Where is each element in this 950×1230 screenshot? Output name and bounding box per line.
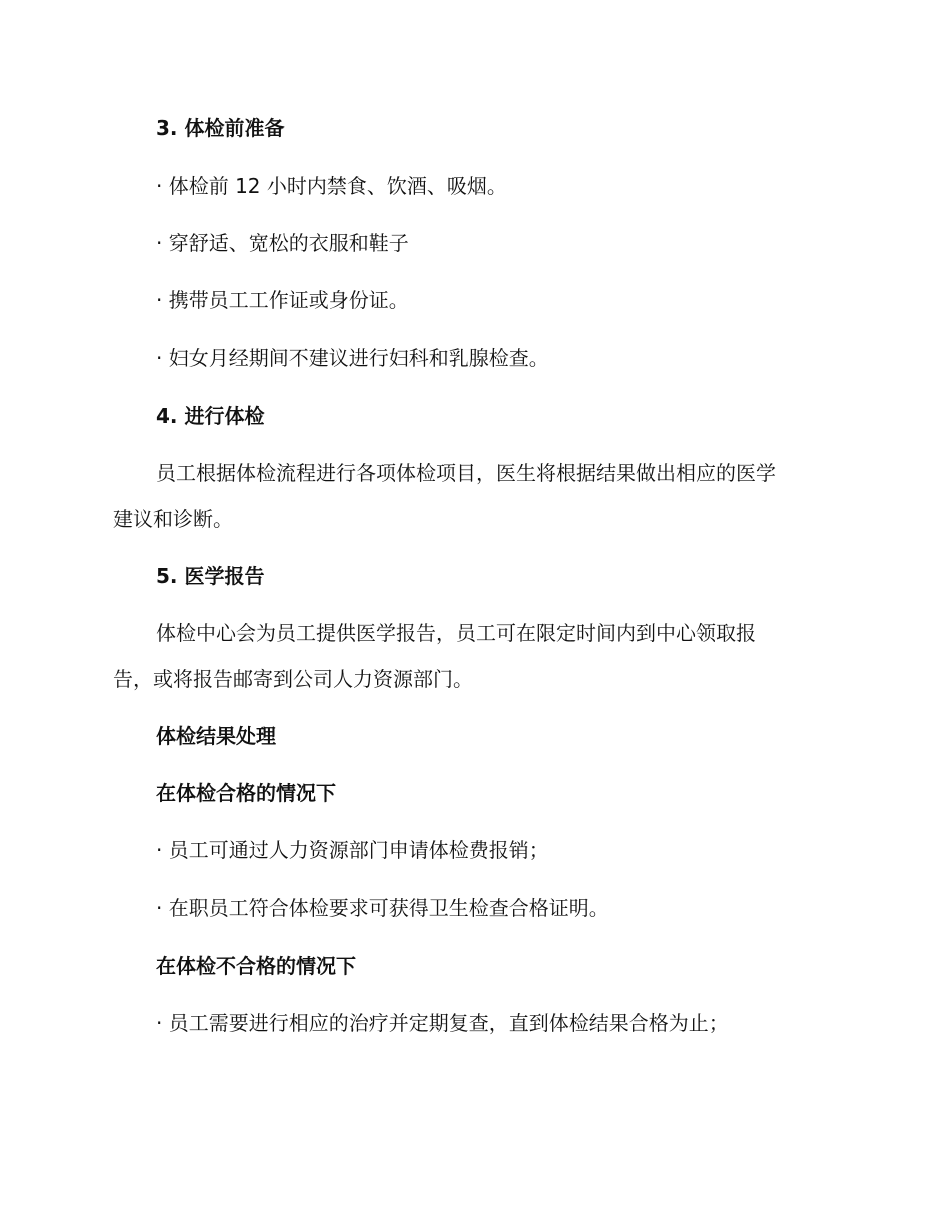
section-3-heading: 3. 体检前准备 xyxy=(156,116,285,140)
paragraph-line: 告，或将报告邮寄到公司人力资源部门。 xyxy=(113,667,473,691)
paragraph-line: 体检中心会为员工提供医学报告，员工可在限定时间内到中心领取报 xyxy=(156,621,756,645)
section-5-heading: 5. 医学报告 xyxy=(156,564,265,588)
bullet-item: · 妇女月经期间不建议进行妇科和乳腺检查。 xyxy=(156,346,549,370)
bullet-item: · 携带员工工作证或身份证。 xyxy=(156,288,409,312)
paragraph-line: 建议和诊断。 xyxy=(113,507,233,531)
bullet-item: · 穿舒适、宽松的衣服和鞋子 xyxy=(156,231,409,255)
section-4-heading: 4. 进行体检 xyxy=(156,404,265,428)
bullet-item: · 员工可通过人力资源部门申请体检费报销； xyxy=(156,838,549,862)
bullet-item: · 员工需要进行相应的治疗并定期复查，直到体检结果合格为止； xyxy=(156,1011,729,1035)
pass-subheading: 在体检合格的情况下 xyxy=(156,781,336,805)
bullet-item: · 在职员工符合体检要求可获得卫生检查合格证明。 xyxy=(156,896,609,920)
paragraph-line: 员工根据体检流程进行各项体检项目，医生将根据结果做出相应的医学 xyxy=(156,461,776,485)
fail-subheading: 在体检不合格的情况下 xyxy=(156,954,356,978)
results-heading: 体检结果处理 xyxy=(156,724,276,748)
bullet-item: · 体检前 12 小时内禁食、饮酒、吸烟。 xyxy=(156,174,507,198)
